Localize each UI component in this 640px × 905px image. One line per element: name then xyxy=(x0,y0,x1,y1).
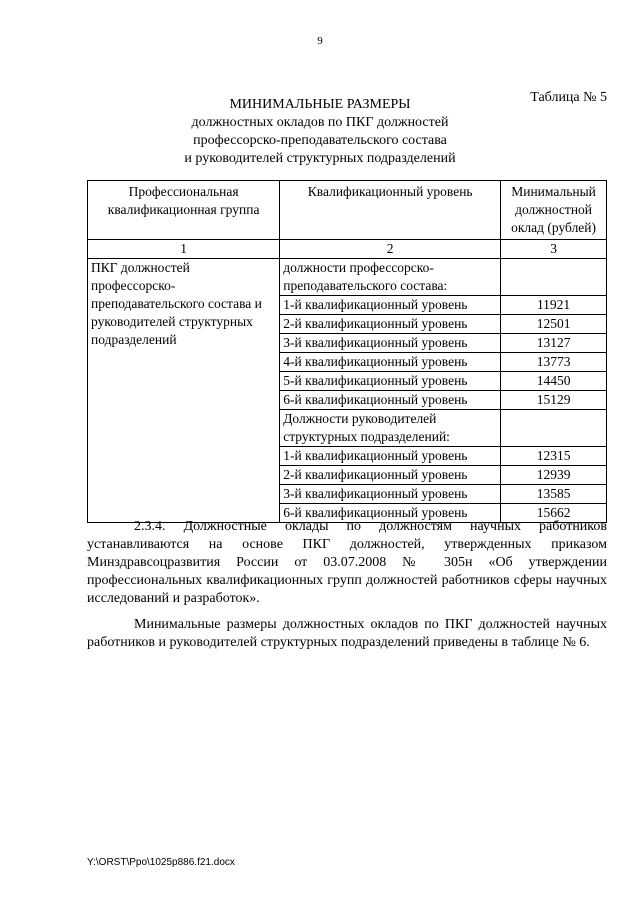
level-cell: 5-й квалификационный уровень xyxy=(280,372,501,391)
body-text xyxy=(87,518,607,652)
salary-cell: 12501 xyxy=(501,315,607,334)
title-line: и руководителей структурных подразделений xyxy=(184,151,456,166)
group-cell: ПКГ должностей профессорско-преподавательского состава и руководителей структурных подразделений xyxy=(88,259,280,523)
salary-cell: 14450 xyxy=(501,372,607,391)
level-cell: 1-й квалификационный уровень xyxy=(280,296,501,315)
level-cell: 6-й квалификационный уровень xyxy=(280,391,501,410)
level-cell: 2-й квалификационный уровень xyxy=(280,466,501,485)
salary-cell: 15662 xyxy=(501,504,607,523)
level-cell: 3-й квалификационный уровень xyxy=(280,485,501,504)
col-number: 2 xyxy=(280,240,501,259)
column-number-row xyxy=(88,240,607,259)
table-title xyxy=(0,96,640,168)
title-line: профессорско-преподавательского состава xyxy=(193,133,447,148)
table-number: Таблица № 5 xyxy=(530,90,607,105)
section-title: должности профессорско-преподавательского состава: xyxy=(280,259,501,296)
level-cell: 3-й квалификационный уровень xyxy=(280,334,501,353)
salary-cell: 12939 xyxy=(501,466,607,485)
paragraph: 2.3.4. Должностные оклады по должностям научных работников устанавливаются на основе ПКГ должностей, утвержденных приказом Минздравсоцразвития России от 03.07.2008 № 305н «Об утверждении профессиональных квалификационных групп должностей работников сферы научных исследований и разработок». xyxy=(87,519,607,606)
header-group: Профессиональная квалификационная группа xyxy=(88,181,280,240)
col-number: 1 xyxy=(88,240,280,259)
table-row xyxy=(88,259,607,296)
salary-cell: 12315 xyxy=(501,447,607,466)
salary-cell: 13127 xyxy=(501,334,607,353)
salary-cell: 13585 xyxy=(501,485,607,504)
paragraph: Минимальные размеры должностных окладов по ПКГ должностей научных работников и руководителей структурных подразделений приведены в таблице № 6. xyxy=(87,617,607,650)
header-row xyxy=(88,181,607,240)
level-cell: 4-й квалификационный уровень xyxy=(280,353,501,372)
empty-cell xyxy=(501,410,607,447)
header-salary: Минимальный должностной оклад (рублей) xyxy=(501,181,607,240)
level-cell: 6-й квалификационный уровень xyxy=(280,504,501,523)
title-line: должностных окладов по ПКГ должностей xyxy=(191,115,449,130)
header-level: Квалификационный уровень xyxy=(280,181,501,240)
empty-cell xyxy=(501,259,607,296)
col-number: 3 xyxy=(501,240,607,259)
salary-cell: 11921 xyxy=(501,296,607,315)
section-title: Должности руководителей структурных подразделений: xyxy=(280,410,501,447)
salary-cell: 15129 xyxy=(501,391,607,410)
level-cell: 1-й квалификационный уровень xyxy=(280,447,501,466)
footer-file-path: Y:\ORST\Ppo\1025p886.f21.docx xyxy=(87,857,235,868)
page-number: 9 xyxy=(317,35,323,47)
salary-table xyxy=(87,180,607,523)
title-line: МИНИМАЛЬНЫЕ РАЗМЕРЫ xyxy=(229,97,411,112)
level-cell: 2-й квалификационный уровень xyxy=(280,315,501,334)
salary-cell: 13773 xyxy=(501,353,607,372)
